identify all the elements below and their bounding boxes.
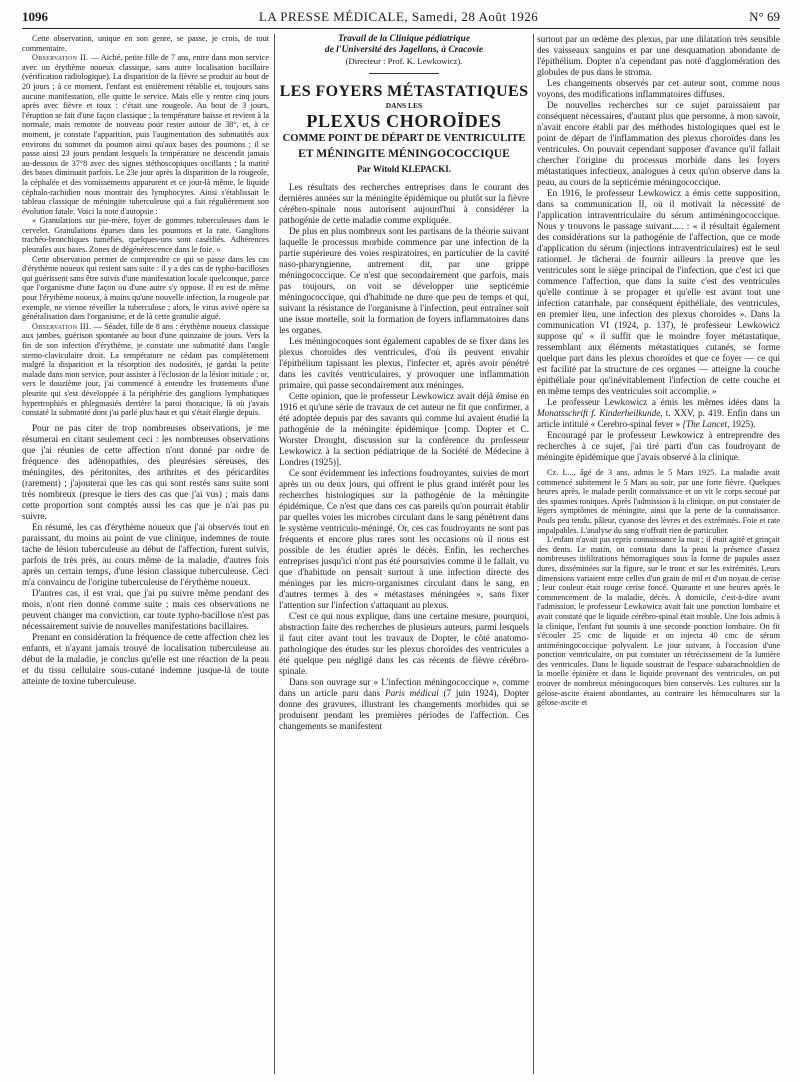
column-divider — [274, 34, 275, 1074]
journal-reference: Monatsschrift f. Kinderheilkunde — [537, 408, 661, 418]
paragraph: Cette observation permet de comprendre ce qui se passe dans les cas d'érythème noueux qui restent sans suite : il y a des cas de typho-bacilloses qui guérissent sans être suivis d'une manifestation locale quelconque, parce que l'organisme d'une façon ou d'une autre s'y oppose. Il en est de même pour l'érythème noueux, à moins qu'une nouvelle infection, la rougeole par exemple, ne vienne réveiller la tuberculose ; alors, le virus avivé opère sa généralisation dans l'organisme, et de là cette granulie aiguë. — [22, 254, 269, 322]
article-header — [279, 34, 529, 176]
observation-label: Observation II. — [32, 53, 89, 63]
paragraph: Les résultats des recherches entreprises dans le courant des dernières années sur la méningite épidémique ou plutôt sur la fièvre cérébro-spinale nous autorisent aujourd'hui à considérer la pathogénie de cette maladie comme expliquée. — [279, 182, 529, 225]
paragraph: Les changements observés par cet auteur sont, comme nous voyons, des modifications inflammatoires diffuses. — [537, 78, 780, 99]
paragraph: C'est ce qui nous explique, dans une certaine mesure, pourquoi, abstraction faite des recherches de plusieurs auteurs, parmi lesquels il faut citer avant tout les travaux de Dopter, le côté anatomo-pathologique des études sur les plexus choroïdes des ventricules a été quelque peu négligé dans les cas récents de fièvre cérébro-spinale. — [279, 611, 529, 676]
article-title: ET MÉNINGITE MÉNINGOCOCCIQUE — [298, 147, 510, 160]
paragraph: De nouvelles recherches sur ce sujet paraissaient par conséquent nécessaires, d'autant plus que personne, à mon savoir, n'avait encore établi par des méthodes histologiques quel est le point de départ de l'inflammation des plexus choroïdes dans les ventricules. On pouvait cependant supposer d'avance qu'il fallait chercher l'origine du processus morbide dans les foyers métastatiques infectieux, analogues à ceux qu'on observe dans la peau, au cours de la septicémie méningococcique. — [537, 100, 780, 187]
institution-line: Travail de la Clinique pédiatrique — [337, 34, 471, 44]
case-report: Cz. L..., âgé de 3 ans, admis le 5 Mars 1925. La maladie avait commencé subitement le 5 Mars au soir, par une forte fièvre. Quelques heures après, le malade perdit connaissance et on vit le corps secoué par des spasmes toniques. Après l'admission à la clinique, on put constater de légers symptômes de méningite, ainsi que la perte de la connaissance. Pouls peu tendu, pâleur, cyanose des lèvres et des extrémités. Foie et rate impalpables. L'analyse du sang n'offrait rien de particulier. — [537, 468, 780, 535]
page-number: 1096 — [22, 9, 48, 24]
issue-number: N° 69 — [749, 9, 780, 24]
autopsy-note: « Granulations sur pie-mère, foyer de gommes tuberculeuses dans le cervelet. Granulations éparses dans les poumons et la rate. Ganglions trachéo-bronchiques tuméfiés, quelques-uns sont caséifiés. Adhérences pleurales aux bases. Zones de dégénérescence dans le foie. » — [22, 216, 269, 255]
article-title: LES FOYERS MÉTASTATIQUES — [279, 83, 529, 100]
divider — [369, 73, 439, 74]
case-report: L'enfant n'avait pas repris connaissance la nuit ; il était agité et grinçait des dents. Le matin, on constata dans la peau la présence d'assez nombreuses infiltrations hémorragiques sous la forme de papules assez dures, disséminées sur la figure, sur le tronc et sur les extrémités. Leurs dimensions variaient entre celles d'un grain de mil et d'un noyau de cerise ; leur couleur était rouge cerise foncé. Quarante et une heures après le commencement de la maladie, décès. À domicile, c'est-à-dire avant l'admission, le professeur Lewkowicz avait fait une ponction lombaire et avait constaté que le liquide cérébro-spinal était trouble. Une fois admis à la clinique, l'enfant fut soumis à une seconde ponction lombaire. On fit s'écouler 25 cmc de liquide et on injecta 40 cmc de sérum antiméningococcique polyvalent. Le jour suivant, à l'occasion d'une ponction ventriculaire, on put constater un rétrécissement de la lumière des ventricules. Dans le liquide soustrait de l'espace subarachnoïdien de la moelle épinière et dans le liquide provenant des ventricules, on put trouver de nombreux méningocoques bien conservés. Les cultures sur la gélose-ascite étaient abondantes, au contraire les hémocultures sur la gélose-ascite et — [537, 535, 780, 708]
journal-reference: Paris médical — [384, 688, 439, 698]
paragraph: Cette opinion, que le professeur Lewkowicz avait déjà émise en 1916 et qu'une série de travaux de cet auteur ne fit que confirmer, a été adoptée depuis par des savants qui comme lui avaient étudié la pathogénie de la méningite épidémique [comp. Dopter et C. Worster Drought, discussion sur la conférence du professeur Lewkowicz à la section pédiatrique de la Société de Médecine à Londres (1925)]. — [279, 391, 529, 467]
institution-line: de l'Université des Jagellons, à Cracovie — [324, 45, 484, 55]
column-divider — [533, 34, 534, 1074]
text-columns — [22, 34, 780, 1078]
paragraph: Cette observation, unique en son genre, se passe, je crois, de tout commentaire. — [22, 34, 269, 53]
observation-3 — [22, 322, 269, 418]
paragraph: Ce sont évidemment les infections foudroyantes, suivies de mort après un ou deux jours, qui offrent le plus grand intérêt pour les recherches histologiques sur la pathogénie de la méningite épidémique. Ce n'est que dans ces cas pareils qu'on pourrait établir par quelles voies les microbes circulant dans le sang pénètrent dans le système ventriculo-méningé. Or, ces cas foudroyants ne sont pas fréquents et encore plus rares sont les occasions où il nous est possible de les étudier après le décès. Enfin, les recherches entreprises jusqu'ici n'ont pas été poursuivies comme il le fallait, vu que d'habitude on pensait surtout à une infection directe des méninges par les micro-organismes circulant dans le sang, en d'autres termes à des « métastases méningées », sans fixer l'attention sur l'infection s'attaquant au plexus. — [279, 468, 529, 610]
paragraph: Prenant en considération la fréquence de cette affection chez les enfants, et n'ayant jamais trouvé de localisation tuberculeuse au début de la maladie, je conclus qu'elle est une réaction de la peau et du tissu cellulaire sous-cutané indemne jusque-là de toute atteinte de toxine tuberculeuse. — [22, 631, 269, 686]
paragraph: Les méningocoques sont également capables de se fixer dans les plexus choroïdes des ventricules, d'où ils peuvent envahir l'épithélium tapissant les plexus, l'infecter et, après avoir pénétré dans les cavités ventriculaires, y provoquer une inflammation primaire, qui passe secondairement aux méninges. — [279, 336, 529, 390]
paragraph: surtout par un œdème des plexus, par une dilatation très sensible des vaisseaux sanguins et par une desquamation abondante de l'épithélium. Dopter n'a cependant pas noté d'agglomération des globules de pus dans le stroma. — [537, 34, 780, 77]
paragraph: Dans son ouvrage sur « L'infection méningococcique », comme dans un article paru dans Paris médical (7 juin 1924), Dopter donne des gravures, illustrant les changements morbides qui se produisent pendant les premières périodes de l'affection. Ces changements se manifestent — [279, 677, 529, 731]
paragraph: Encouragé par le professeur Lewkowicz à entreprendre des recherches à ce sujet, j'ai tiré parti d'un cas foudroyant de méningite épidémique que j'avais observé à la clinique. — [537, 430, 780, 462]
paragraph: Pour ne pas citer de trop nombreuses observations, je me résumerai en citant seulement ceci : les nombreuses observations que j'ai réunies de cette affection n'ont donné par ordre de fréquence des adénopathies, des pleurésies séreuses, des méningites, des péritonites, des arthrites et des péricardites (rarement) ; j'ajouterai que les cas qui sont restés sans suite sont très nombreux (presque le tiers des cas que j'ai vus) ; mais dans cette proportion sont comptés aussi les cas que je n'ai pas pu suivre. — [22, 422, 269, 521]
column-middle — [279, 34, 529, 1078]
observation-label: Observation III. — [32, 321, 92, 331]
column-left — [22, 34, 269, 1078]
observation-text: — Aiché, petite fille de 7 ans, entre dans mon service avec un érythème noueux classique, sans autre localisation bacillaire (vérification radiologique). La disparition de la fièvre se produit au bout de 20 jours ; à ce moment, l'enfant est entièrement rétablie et, toujours sans aucune manifestation, elle quitte le service. Mais elle y rentre cinq jours après avec fièvre et toux : c'était une rougeole. Au bout de 3 jours, l'éruption se fait d'une façon classique ; la température baisse et revient à la normale, mais remonte de nouveau pour rester autour de 38°, et, à ce moment, je constate l'apparition, puis l'augmentation des submatités aux environs du sommet du poumon ainsi qu'aux bases des poumons ; il se passe ainsi 23 jours pendant lesquels la température ne descendit jamais au-dessous de 37°8 avec des signes stéthoscopiques oscillants ; la matité des bases diminuait parfois. Le 23e jour après la disparition de la rougeole, la céphalée et des vomissements apparurent et ce jour-là même, le liquide céphalo-rachidien nous montrait des lymphocytes. Ainsi s'établissait le tableau classique de méningite tuberculeuse qui a fait régulièrement son évolution fatale. Voici la note d'autopsie : — [22, 53, 269, 216]
paragraph: En 1916, le professeur Lewkowicz a émis cette supposition, dans sa communication II, où il motivait la nécessité de l'application intraventriculaire du sérum antiméningococcique. Nous y trouvons le passage suivant..... : « il résultait également des considérations sur la pathogénie de l'affection, que ce mode d'application du sérum (injections intraventriculaires) est le seul rationnel. Je tâcherai de fournir ailleurs la preuve que les ventricules sont le siège principal de l'infection, que c'est ici que commence l'affection, que dans la suite c'est des ventricules qu'elle continue à se propager et qu'elle est avant tout une infection catarrhale, par conséquent épithéliale, des ventricules, en premier lieu, une infection des plexus choroïdes ». Dans la communication VI (1924, p. 137), le professeur Lewkowicz suppose qu' « il suffit que le moindre foyer métastatique, ressemblant aux éléments métastatiques cutanés, se forme quelque part dans les plexus choroïdes et que ce foyer — ce qui est facilité par la structure de ces organes — atteigne la couche épithéliale pour qu'inévitablement l'infection de cette couche et en même temps des ventricules soit accomplie. » — [537, 188, 780, 396]
observation-text: — Séadet, fille de 8 ans : érythème noueux classique aux jambes, guérison spontanée au bout d'une quinzaine de jours. Vers la fin de son infection d'érythème, je constate une submatité dans l'angle sterno-claviculaire droit. La température ne cédant pas complètement malgré la disparition et la résorption des nodosités, je gardai la petite malade dans mon service, pour assister à l'éclosion de la lésion initiale ; or, vers le douzième jour, j'ai commencé à entendre les frottements d'une pleurite qui s'est développée à la périphérie des ganglions lymphatiques hypertrophiés et phlegmasiés derrière la paroi thoracique, là où j'avais constaté la submatité dont j'ai parlé plus haut et qui s'était élargie depuis. — [22, 321, 269, 418]
paragraph: De plus en plus nombreux sont les partisans de la théorie suivant laquelle le processus morbide commence par une infection de la partie supérieure des voies respiratoires, en particulier de la cavité naso-pharyngienne, autrement dit, par une grippe méningococcique. Ce n'est que secondairement que parfois, mais pas toujours, on voit se développer une septicémie méningococcique, qui d'habitude ne dure que peu de temps et qui, suivant la résistance de l'organisme à l'infection, peut entraîner soit une issue mortelle, soit la formation de foyers inflammatoires dans les organes. — [279, 226, 529, 335]
page-header — [22, 6, 780, 29]
byline: Par Witold KLEPACKI. — [356, 164, 452, 174]
observation-2 — [22, 53, 269, 216]
article-title: PLEXUS CHOROÏDES — [306, 111, 502, 131]
column-right — [537, 34, 780, 1078]
article-title: DANS LES — [385, 101, 423, 110]
journal-reference: [The Lancet — [682, 419, 728, 429]
director-line: (Directeur : Prof. K. Lewkowicz). — [345, 56, 463, 66]
paragraph: D'autres cas, il est vrai, que j'ai pu suivre même pendant des mois, n'ont rien donné comme suite ; mais ces observations ne peuvent changer ma conviction, car toute typho-bacillose n'est pas nécessairement suivie de nouvelles manifestations bacillaires. — [22, 587, 269, 631]
article-title: COMME POINT DE DÉPART DE VENTRICULITE — [282, 133, 526, 144]
paragraph: Le professeur Lewkowicz a émis les mêmes idées dans la Monatsschrift f. Kinderheilkunde, t. XXV, p. 419. Enfin dans un article intitulé « Cerebro-spinal fever » [The Lancet, 1925). — [537, 397, 780, 429]
journal-title: LA PRESSE MÉDICALE, Samedi, 28 Août 1926 — [258, 9, 539, 24]
paragraph: En résumé, les cas d'érythème noueux que j'ai observés tout en paraissant, du moins au point de vue clinique, indemnes de toute tache de lésion tuberculeuse au début de l'affection, furent suivis, parfois de très près, au cours même de la maladie, d'autres fois après un certain temps, d'une lésion classique tuberculeuse. Ceci m'a convaincu de l'origine tuberculeuse de l'érythème noueux. — [22, 521, 269, 587]
